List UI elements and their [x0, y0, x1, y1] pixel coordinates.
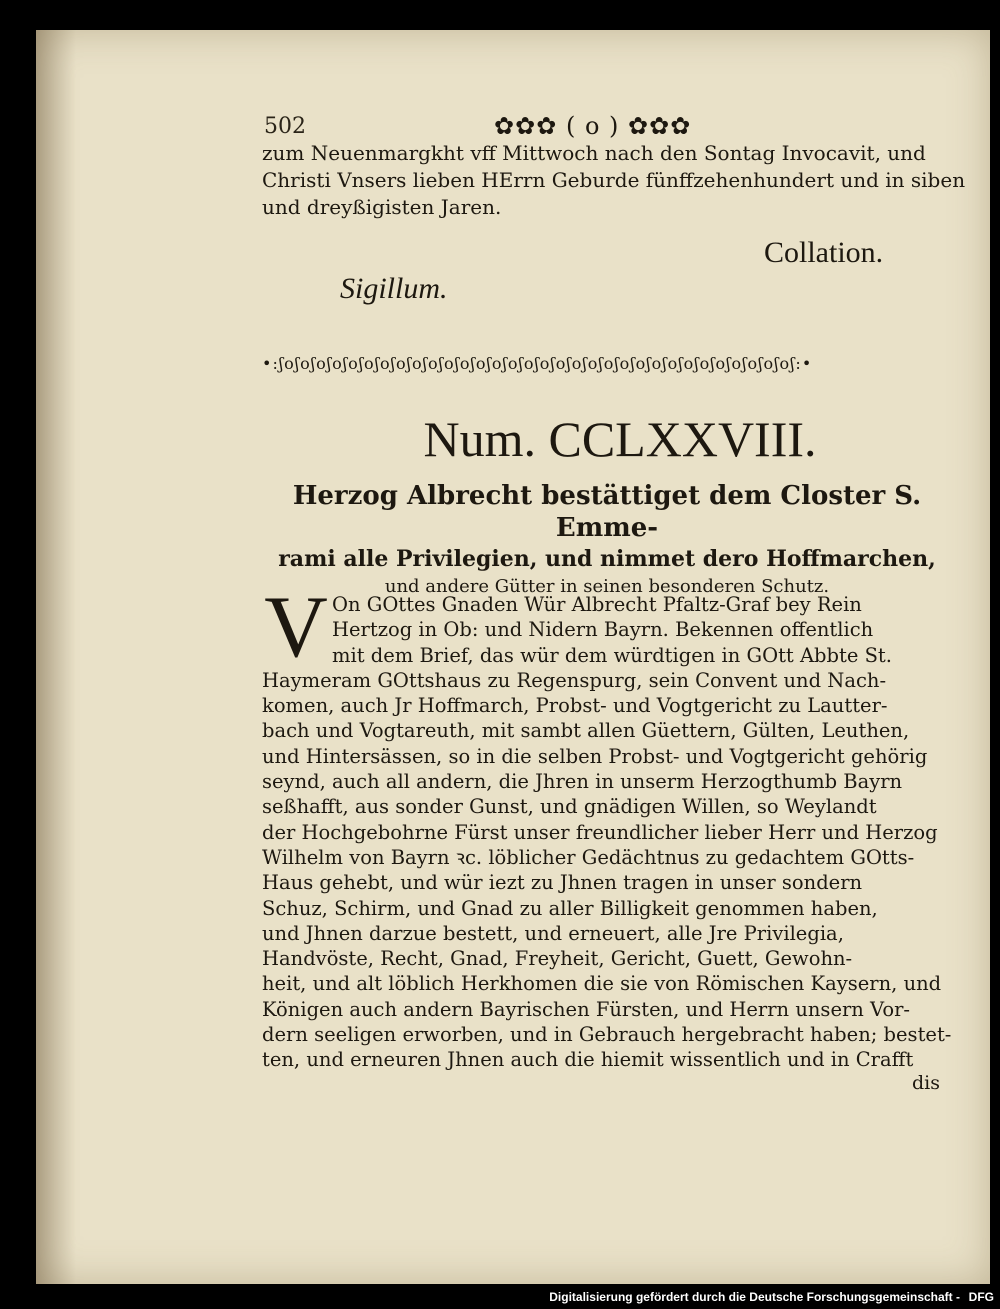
catchword: dis: [912, 1072, 940, 1094]
text-line: Hertzog in Ob: und Nidern Bayrn. Bekennen offentlich: [332, 618, 874, 642]
text-line: dern seeligen erworben, und in Gebrauch hergebracht haben; bestet-: [262, 1023, 952, 1047]
section-number: Num. CCLXXVIII.: [423, 411, 817, 467]
header-ornament: ✿✿✿ ( o ) ✿✿✿: [494, 112, 692, 140]
text-line: ten, und erneuren Jhnen auch die hiemit wissentlich und in Crafft: [262, 1048, 914, 1072]
page-number: 502: [264, 114, 306, 139]
text-line: On GOttes Gnaden Wür Albrecht Pfaltz-Graf bey Rein: [332, 593, 862, 616]
text-line: mit dem Brief, das wür dem würdtigen in GOtt Abbte St.: [332, 643, 892, 667]
text-line: Handvöste, Recht, Gnad, Freyheit, Gericht, Guett, Gewohn-: [262, 947, 853, 971]
preceding-text: [262, 140, 966, 221]
text-line: komen, auch Jr Hoffmarch, Probst- und Vogtgericht zu Lautter-: [262, 694, 888, 718]
text-line: Wilhelm von Bayrn ꝛc. löblicher Gedächtnus zu gedachtem GOtts-: [262, 845, 915, 869]
text-line: heit, und alt löblich Herkhomen die sie von Römischen Kaysern, und: [262, 972, 942, 996]
text-line: Schuz, Schirm, und Gnad zu aller Billigkeit genommen haben,: [262, 896, 878, 920]
text-line: Haymeram GOttshaus zu Regenspurg, sein Convent und Nach-: [262, 668, 887, 692]
heading-line: rami alle Privilegien, und nimmet dero Hoffmarchen,: [278, 546, 936, 572]
ornamental-divider: •:ʃoʃoʃoʃoʃoʃoʃoʃoʃoʃoʃoʃoʃoʃoʃoʃoʃoʃoʃoʃoʃoʃoʃoʃoʃoʃoʃoʃoʃoʃoʃoʃoʃ:•: [262, 354, 813, 373]
text-line: seynd, auch all andern, die Jhren in unserm Herzogthumb Bayrn: [262, 770, 903, 794]
sigillum-label: Sigillum.: [340, 272, 448, 305]
text-line: seßhafft, aus sonder Gunst, und gnädigen Willen, so Weylandt: [262, 795, 877, 819]
text-line: und Jhnen darzue bestett, und erneuert, alle Jre Privilegia,: [262, 921, 844, 945]
text-line: Christi Vnsers lieben HErrn Geburde fünffzehenhundert und in siben: [262, 168, 966, 192]
text-line: und dreyßigisten Jaren.: [262, 195, 502, 219]
text-line: und Hintersässen, so in die selben Probst- und Vogtgericht gehörig: [262, 744, 928, 768]
document-heading: [262, 480, 952, 600]
text-line: zum Neuenmargkht vff Mittwoch nach den Sontag Invocavit, und: [262, 141, 926, 165]
body-text: [262, 592, 952, 1073]
heading-line: und andere Gütter in seinen besonderen Schutz.: [384, 576, 830, 597]
text-line: Haus gehebt, und wür iezt zu Jhnen tragen in unser sondern: [262, 871, 863, 895]
collation-label: Collation.: [764, 236, 884, 269]
drop-cap-initial: V: [264, 579, 328, 676]
digitization-credit: Digitalisierung gefördert durch die Deutsche Forschungsgemeinschaft -: [549, 1290, 960, 1304]
heading-line: Herzog Albrecht bestättiget dem Closter S. Emme-: [292, 481, 922, 543]
dfg-logo: DFG: [968, 1290, 994, 1304]
page-gutter-shadow: [36, 30, 76, 1284]
text-line: Königen auch andern Bayrischen Fürsten, und Herrn unsern Vor-: [262, 997, 911, 1021]
text-line: der Hochgebohrne Fürst unser freundlicher lieber Herr und Herzog: [262, 820, 938, 844]
text-line: bach und Vogtareuth, mit sambt allen Güettern, Gülten, Leuthen,: [262, 719, 910, 743]
